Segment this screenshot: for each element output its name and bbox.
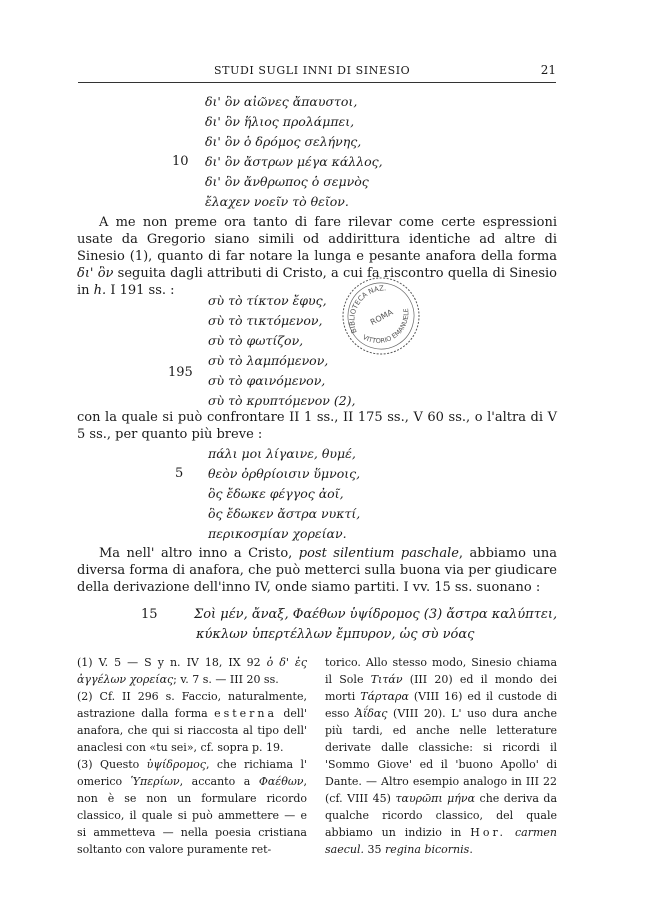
verse-line: δι' ὃν ἥλιος προλάμπει, bbox=[205, 114, 355, 129]
verse-block-2 bbox=[168, 291, 356, 411]
verse-line: δι' ὃν ἄστρων μέγα κάλλος, bbox=[205, 154, 383, 169]
verse-line-number: 10 bbox=[172, 154, 189, 169]
verse-block-3 bbox=[175, 444, 361, 544]
verse-line: σὺ τὸ τίκτον ἔφυς, bbox=[208, 293, 327, 308]
verse-line: πάλι μοι λίγαινε, θυμέ, bbox=[208, 446, 356, 461]
footnotes-left-column bbox=[77, 654, 307, 858]
verse-line: σὺ τὸ φαινόμενον, bbox=[208, 373, 326, 388]
italic-title: post silentium paschale bbox=[298, 546, 459, 561]
verse-line: δι' ὃν αἰῶνες ἄπαυστοι, bbox=[205, 94, 358, 109]
footnote-2: (2) Cf. II 296 s. Faccio, naturalmente, astrazione dalla forma esterna dell' anafora, che qui si riaccosta al tipo dell' anaclesi con «tu sei», cf. sopra p. 19. bbox=[77, 690, 307, 754]
greek-phrase: δι' ὃν bbox=[77, 266, 114, 281]
paragraph-1: A me non preme ora tanto di fare rilevar come certe espressioni usate da Gregorio siano simili od addirittura identiche ad altre di Sinesio (1), quanto di far notare la lunga e pesante anafora della forma δι' ὃν seguita dagli attributi di Cristo, a cui fa riscontro quella di Sinesio in h. I 191 ss. : bbox=[77, 215, 557, 298]
verse-line-number: 195 bbox=[168, 365, 193, 380]
verse-block-1 bbox=[172, 92, 383, 212]
footnote-3: (3) Questo ὑψίδρομος, che richiama l' omerico Ὑπερίων, accanto a Φαέθων, non è se non un formulare ricordo classico, il quale si può ammettere — e si ammetteva — nella poesia cristiana soltanto con valore puramente ret- bbox=[77, 758, 308, 856]
footnotes-right-column bbox=[325, 654, 557, 858]
verse-line: σὺ τὸ φωτίζον, bbox=[208, 333, 304, 348]
verse-line-number: 15 bbox=[141, 607, 158, 622]
footnote-3-continued: torico. Allo stesso modo, Sinesio chiama il Sole Τιτάν (III 20) ed il mondo dei morti Τάρταρα (VIII 16) ed il custode di esso Ἀΐδας (VIII 20). L' uso dura anche più tardi, ed anche nelle letterature derivate dalle classiche: si ricordi il 'Sommo Giove' ed il 'buono Apollo' di Dante. — Altro esempio analogo in III 22 (cf. VIII 45) ταυρῶπι μήνα che deriva da qualche ricordo classico, del quale abbiamo un indizio in Hor. carmen saecul. 35 regina bicornis. bbox=[325, 656, 558, 856]
verse-block-4 bbox=[141, 605, 558, 645]
paragraph-3: Ma nell' altro inno a Cristo, post silentium paschale, abbiamo una diversa forma di anafora, che può metterci sulla buona via per giudicare della derivazione dell'inno IV, onde siamo partiti. I vv. 15 ss. suonano : bbox=[77, 546, 557, 595]
stamp-text-bottom: VITTORIO EMANUELE bbox=[361, 307, 411, 346]
verse-line: ἔλαχεν νοεῖν τὸ θεῖον. bbox=[205, 194, 349, 209]
stamp-text-middle: ROMA bbox=[368, 307, 395, 327]
stamp-text-top: BIBLIOTECA NAZ. bbox=[348, 284, 387, 335]
paragraph-2: con la quale si può confrontare II 1 ss., II 175 ss., V 60 ss., o l'altra di V 5 ss., per quanto più breve : bbox=[77, 410, 557, 442]
verse-line: σὺ τὸ τικτόμενον, bbox=[208, 313, 323, 328]
verse-line: περικοσμίαν χορείαν. bbox=[208, 526, 347, 541]
verse-line: δι' ὃν ὁ δρόμος σελήνης, bbox=[205, 134, 362, 149]
verse-line: Σοὶ μέν, ἄναξ, Φαέθων ὑψίδρομος (3) ἄστρα καλύπτει, bbox=[194, 607, 558, 622]
footnote-1: (1) V. 5 — S y n. IV 18, IX 92 ὁ δ' ἐς ἀγγέλων χορείας; v. 7 s. — III 20 ss. bbox=[77, 656, 307, 686]
page-number: 21 bbox=[540, 63, 556, 77]
verse-line: σὺ τὸ λαμπόμενον, bbox=[208, 353, 329, 368]
library-stamp bbox=[338, 273, 424, 359]
header-rule bbox=[78, 82, 556, 83]
verse-line: ὃς ἔδωκεν ἄστρα νυκτί, bbox=[208, 506, 361, 521]
verse-line: ὃς ἔδωκε φέγγος ἀοῖ, bbox=[208, 486, 344, 501]
running-title: STUDI SUGLI INNI DI SINESIO bbox=[214, 64, 411, 77]
verse-line: κύκλων ὑπερτέλλων ἔμπυρον, ὡς σὺ νόας bbox=[196, 627, 475, 642]
verse-line-number: 5 bbox=[175, 466, 184, 481]
verse-line: θεὸν ὀρθρίοισιν ὕμνοις, bbox=[208, 466, 361, 481]
verse-line: σὺ τὸ κρυπτόμενον (2), bbox=[208, 393, 356, 408]
verse-line: δι' ὃν ἄνθρωπος ὁ σεμνὸς bbox=[205, 174, 369, 189]
